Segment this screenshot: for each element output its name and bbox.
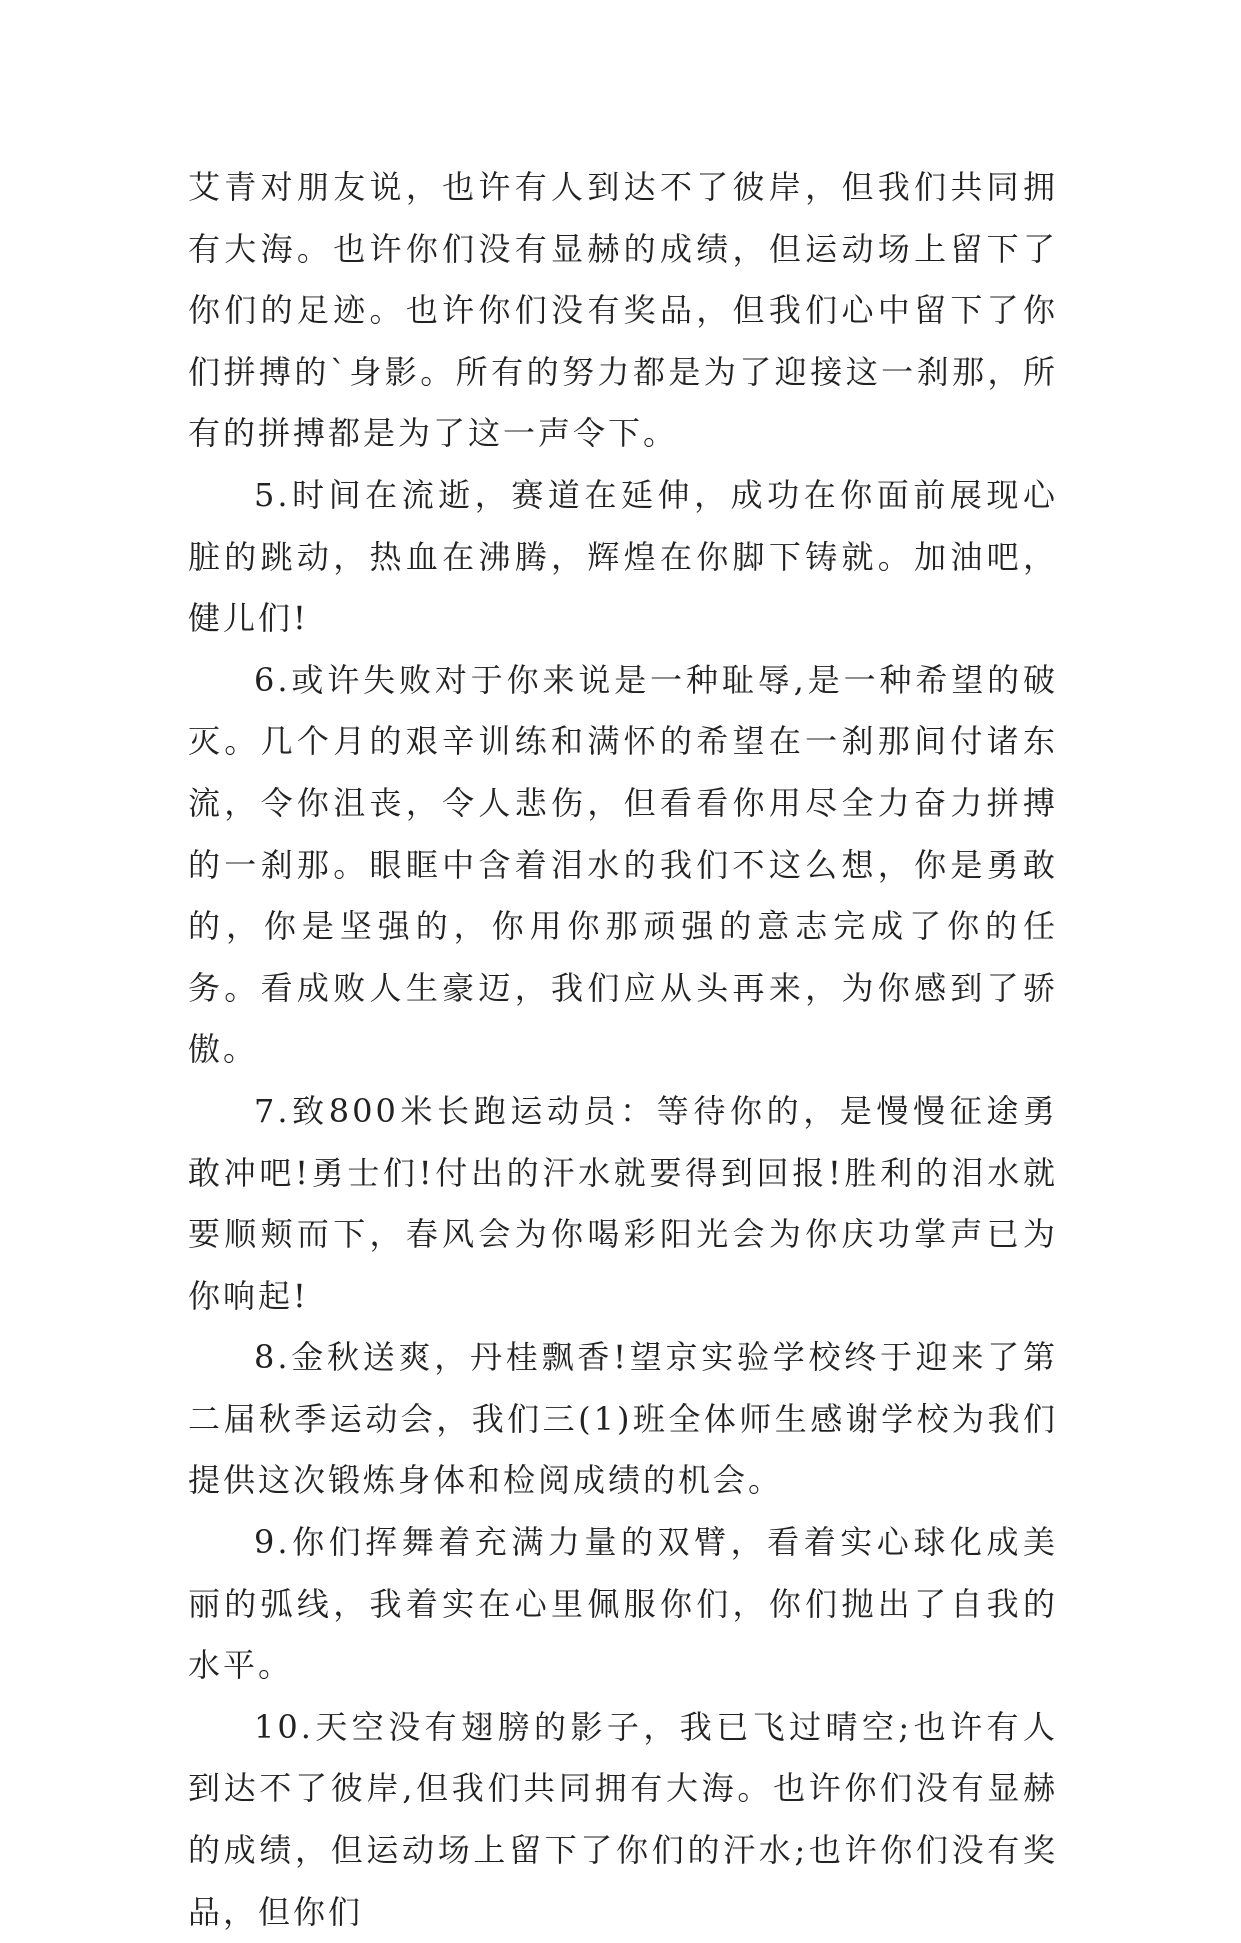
paragraph-item-5: 5.时间在流逝，赛道在延伸，成功在你面前展现心脏的跳动，热血在沸腾，辉煌在你脚下铸就。加油吧，健儿们!	[188, 475, 1058, 638]
paragraph-item-6: 6.或许失败对于你来说是一种耻辱,是一种希望的破灭。几个月的艰辛训练和满怀的希望在一刹那间付诸东流，令你沮丧，令人悲伤，但看看你用尽全力奋力拼搏的一刹那。眼眶中含着泪水的我们不这么想，你是勇敢的，你是坚强的，你用你那顽强的意志完成了你的任务。看成败人生豪迈，我们应从头再来，为你感到了骄傲。	[188, 660, 1058, 1069]
paragraph-item-9: 9.你们挥舞着充满力量的双臂，看着实心球化成美丽的弧线，我着实在心里佩服你们，你们抛出了自我的水平。	[188, 1523, 1058, 1685]
paragraph-continuation: 艾青对朋友说，也许有人到达不了彼岸，但我们共同拥有大海。也许你们没有显赫的成绩，但运动场上留下了你们的足迹。也许你们没有奖品，但我们心中留下了你们拼搏的`身影。所有的努力都是为了迎接这一刹那，所有的拼搏都是为了这一声令下。	[188, 168, 1058, 453]
paragraph-item-8: 8.金秋送爽，丹桂飘香!望京实验学校终于迎来了第二届秋季运动会，我们三(1)班全体师生感谢学校为我们提供这次锻炼身体和检阅成绩的机会。	[188, 1338, 1058, 1500]
paragraph-item-10: 10.天空没有翅膀的影子，我已飞过晴空;也许有人到达不了彼岸,但我们共同拥有大海。也许你们没有显赫的成绩，但运动场上留下了你们的汗水;也许你们没有奖品，但你们	[188, 1707, 1058, 1931]
paragraph-item-7: 7.致800米长跑运动员：等待你的，是慢慢征途勇敢冲吧!勇士们!付出的汗水就要得到回报!胜利的泪水就要顺颊而下，春风会为你喝彩阳光会为你庆功掌声已为你响起!	[188, 1091, 1058, 1315]
document-body	[188, 157, 1058, 1943]
